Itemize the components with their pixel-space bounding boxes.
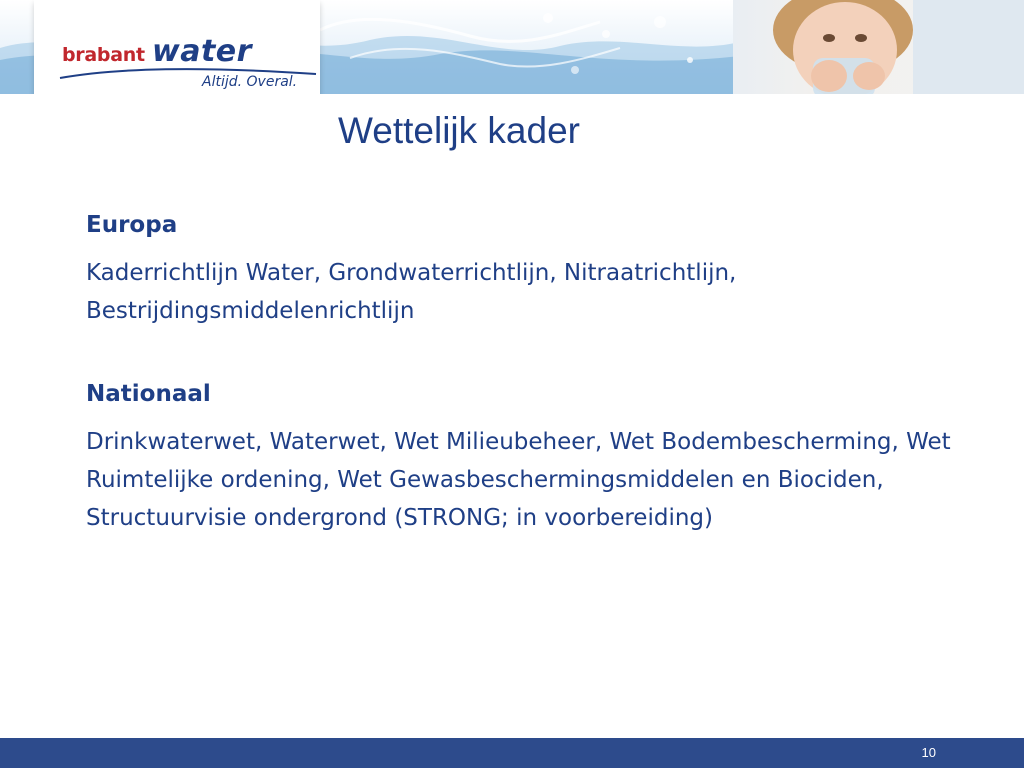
slide-content [86, 206, 966, 537]
logo-tagline: Altijd. Overal. [202, 74, 298, 90]
section-spacer [86, 330, 966, 375]
footer-bar [0, 738, 1024, 768]
section-heading-europa: Europa [86, 212, 178, 238]
logo-brabant-text: brabant [62, 44, 145, 66]
child-drinking-photo [733, 0, 1024, 94]
section-body-europa: Kaderrichtlijn Water, Grondwaterrichtlijn, Nitraatrichtlijn, Bestrijdingsmiddelenrichtlijn [86, 260, 737, 324]
page-number: 10 [921, 745, 936, 760]
header-banner [0, 0, 1024, 94]
section-body-nationaal: Drinkwaterwet, Waterwet, Wet Milieubeheer, Wet Bodembescherming, Wet Ruimtelijke ordening, Wet Gewasbeschermingsmiddelen en Biociden, Structuurvisie ondergrond (STRONG; in voorbereiding) [86, 429, 951, 531]
slide-title: Wettelijk kader [338, 110, 580, 151]
logo-water-text: water [152, 34, 252, 69]
logo-card [34, 0, 320, 94]
section-heading-nationaal: Nationaal [86, 381, 211, 407]
